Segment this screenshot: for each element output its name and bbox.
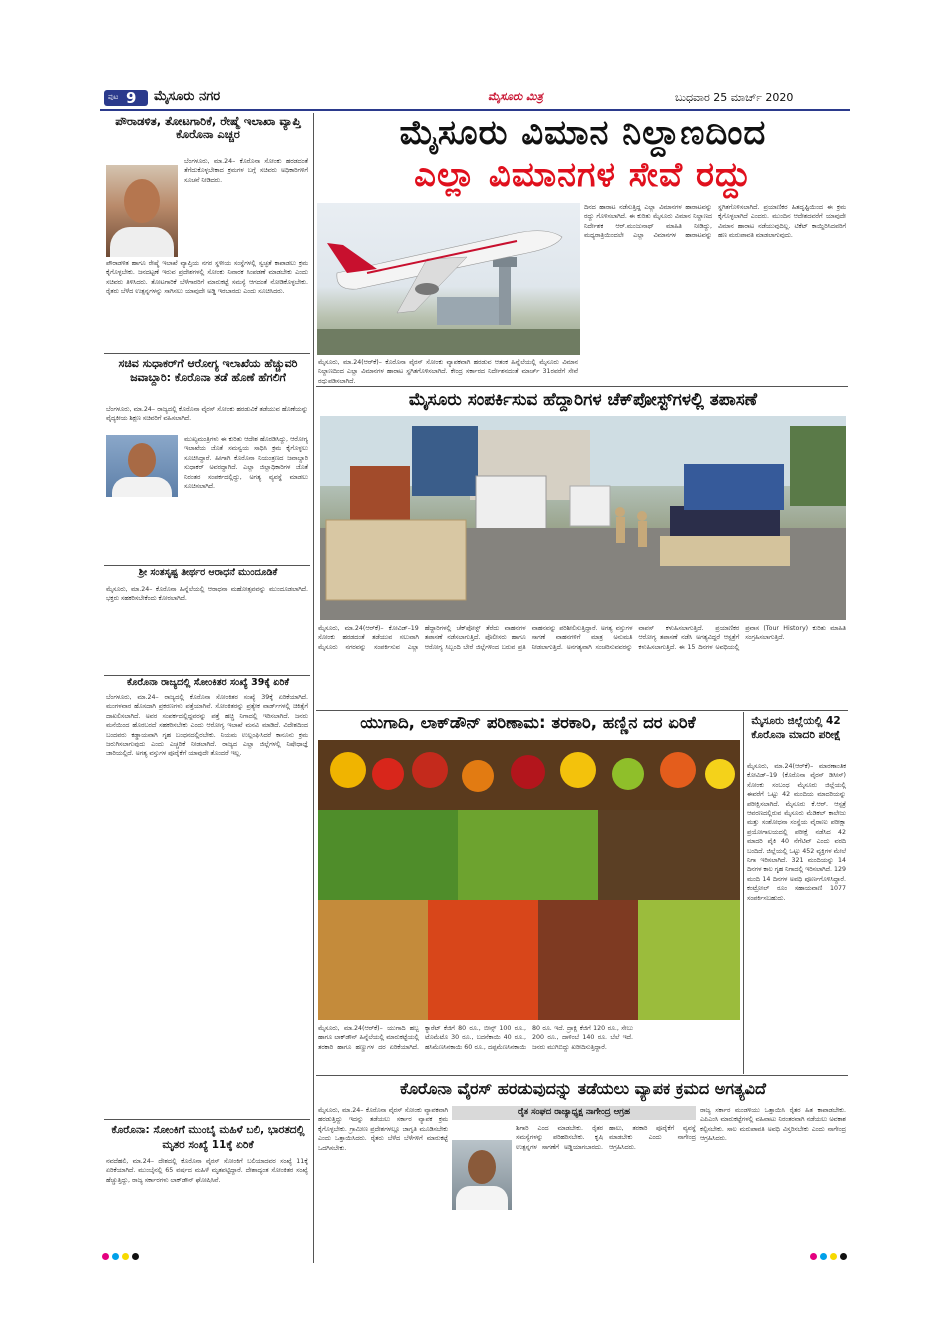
story1-headline: ಪೌರಾಡಳಿತ, ತೋಟಗಾರಿಕೆ, ರೇಷ್ಮೆ ಇಲಾಖಾ ವ್ಯಾಪ್ತಿ ಕೊರೊನಾ ಎಚ್ಚರ	[115, 114, 301, 142]
lead-photo-airplane	[317, 203, 580, 355]
vegetable-market-photo	[318, 740, 740, 1020]
registration-mark-icon	[132, 1253, 139, 1260]
lemon-pile	[560, 752, 596, 788]
divider	[104, 675, 310, 676]
masthead	[100, 88, 850, 108]
airplane-illustration	[317, 203, 580, 355]
page-label: ಪುಟ	[108, 93, 119, 101]
section-name: ಮೈಸೂರು ನಗರ	[154, 89, 221, 104]
divider	[104, 565, 310, 566]
story5-body: ನವದೆಹಲಿ, ಮಾ.24– ದೇಶದಲ್ಲಿ ಕೊರೊನಾ ವೈರಸ್ ಸೋಂಕಿಗೆ ಬಲಿಯಾದವರ ಸಂಖ್ಯೆ 11ಕ್ಕೆ ಏರಿಕೆಯಾಗಿದೆ. ಮುಂಬೈನಲ್ಲಿ 65 ವರ್ಷದ ಮಹಿಳೆ ಮೃತಪಟ್ಟಿದ್ದಾರೆ. ದೇಶಾದ್ಯಂತ ಸೋಂಕಿತರ ಸಂಖ್ಯೆ ಹೆಚ್ಚುತ್ತಿದ್ದು, ರಾಜ್ಯ ಸರ್ಕಾರಗಳು ಲಾಕ್‌ಡೌನ್ ಘೋಷಿಸಿವೆ.	[106, 1158, 308, 1184]
column-rule	[313, 113, 314, 1263]
control-tower	[499, 265, 511, 325]
lead-caption: ಮೈಸೂರು, ಮಾ.24(ಆರ್‌ಕೆ)– ಕೊರೊನಾ ವೈರಸ್ ಸೋಂಕು ವ್ಯಾಪಕವಾಗಿ ಹರಡುವ ಆತಂಕ ಹಿನ್ನೆಲೆಯಲ್ಲಿ ಮೈಸೂರು ವಿಮಾನ ನಿಲ್ದಾಣದಿಂದ ಎಲ್ಲಾ ವಿಮಾನಗಳ ಹಾರಾಟ ಸ್ಥಗಿತಗೊಳಿಸಲಾಗಿದೆ. ಕೇಂದ್ರ ಸರ್ಕಾರದ ನಿರ್ದೇಶನದಂತೆ ಮಾರ್ಚ್ 31ರವರೆಗೆ ಸೇವೆ ರದ್ದುಪಡಿಸಲಾಗಿದೆ.	[318, 359, 578, 384]
barricade-right	[660, 536, 790, 566]
orange-pile	[330, 752, 366, 788]
trees	[790, 426, 846, 506]
registration-mark-icon	[840, 1253, 847, 1260]
apple-pile	[372, 758, 404, 790]
issue-date: ಬುಧವಾರ 25 ಮಾರ್ಚ್ 2020	[675, 91, 794, 104]
bottom-subhead-box	[452, 1106, 696, 1120]
portrait-face-shape	[468, 1150, 496, 1184]
truck-red	[350, 466, 410, 526]
paper-name-logo: ಮೈಸೂರು ಮಿತ್ರ	[488, 90, 543, 103]
story1-portrait	[106, 165, 178, 257]
page-number: 9	[126, 89, 137, 107]
cabbage-crate	[638, 900, 740, 1020]
registration-mark-icon	[830, 1253, 837, 1260]
nagendra-portrait	[452, 1140, 512, 1210]
second-headline: ಮೈಸೂರು ಸಂಪರ್ಕಿಸುವ ಹೆದ್ದಾರಿಗಳ ಚೆಕ್‌ಪೋಸ್ಟ್‌ಗಳಲ್ಲಿ ತಪಾಸಣೆ	[408, 390, 758, 410]
story1-body: ಪೌರಾಡಳಿತ ಹಾಗೂ ರೇಷ್ಮೆ ಇಲಾಖೆ ವ್ಯಾಪ್ತಿಯ ನಗರ ಸ್ಥಳೀಯ ಸಂಸ್ಥೆಗಳಲ್ಲಿ ಸ್ವಚ್ಛತೆ ಕಾಪಾಡಲು ಕ್ರಮ ಕೈಗೊಳ್ಳಬೇಕು. ಜನದಟ್ಟಣೆ ಇರುವ ಪ್ರದೇಶಗಳಲ್ಲಿ ಸೋಂಕು ನಿವಾರಕ ಸಿಂಪಡಣೆ ಮಾಡಬೇಕು ಎಂದು ಸಚಿವರು ತಿಳಿಸಿದರು. ತೋಟಗಾರಿಕೆ ಬೆಳೆಗಾರರಿಗೆ ಮಾರುಕಟ್ಟೆ ಸಮಸ್ಯೆ ಆಗದಂತೆ ನೋಡಿಕೊಳ್ಳಬೇಕು. ರೈತರು ಬೆಳೆದ ಉತ್ಪನ್ನಗಳನ್ನು ಸಾಗಿಸಲು ಯಾವುದೇ ಅಡ್ಡಿ ಇರಬಾರದು ಎಂದು ಸೂಚಿಸಿದರು.	[106, 260, 308, 296]
ground-strip	[317, 329, 580, 355]
story2-headline: ಸಚಿವ ಸುಧಾಕರ್‌ಗೆ ಆರೋಗ್ಯ ಇಲಾಖೆಯ ಹೆಚ್ಚುವರಿ ಜವಾಬ್ದಾರಿ: ಕೊರೊನಾ ತಡೆ ಹೊಣೆ ಹೆಗಲಿಗೆ	[118, 357, 298, 384]
registration-marks-left	[102, 1253, 172, 1261]
ambulance-van-2	[570, 486, 610, 526]
ginger-crate	[318, 900, 428, 1020]
portrait-face-shape	[128, 443, 156, 477]
column-rule	[743, 712, 744, 1074]
registration-mark-icon	[102, 1253, 109, 1260]
portrait-shirt-shape	[110, 227, 174, 257]
registration-mark-icon	[820, 1253, 827, 1260]
apple-pile	[412, 752, 448, 788]
registration-mark-icon	[810, 1253, 817, 1260]
story1-dateline: ಬೆಂಗಳೂರು, ಮಾ.24– ಕೊರೊನಾ ಸೋಂಕು ಹರಡದಂತೆ ತೆಗೆದುಕೊಳ್ಳಬೇಕಾದ ಕ್ರಮಗಳ ಬಗ್ಗೆ ಸಚಿವರು ಅಧಿಕಾರಿಗಳಿಗೆ ಸೂಚನೆ ನೀಡಿದರು.	[184, 158, 308, 184]
registration-mark-icon	[112, 1253, 119, 1260]
truck-container	[412, 426, 478, 496]
airplane-engine	[415, 283, 439, 295]
sidebar-headline: ಮೈಸೂರು ಜಿಲ್ಲೆಯಲ್ಲಿ 42 ಕೊರೊನಾ ಮಾದರಿ ಪರೀಕ್ಷೆ	[751, 715, 841, 741]
carrot-crate	[428, 900, 538, 1020]
chilli-crate	[458, 810, 598, 900]
guava-pile	[612, 758, 644, 790]
second-body: ಮೈಸೂರು, ಮಾ.24(ಆರ್‌ಕೆ)– ಕೋವಿಡ್–19 ಸೋಂಕು ಹರಡದಂತೆ ತಡೆಯುವ ಸಲುವಾಗಿ ಮೈಸೂರು ನಗರವನ್ನು ಸಂಪರ್ಕಿಸುವ ಎಲ್ಲಾ ಹೆದ್ದಾರಿಗಳಲ್ಲಿ ಚೆಕ್‌ಪೋಸ್ಟ್ ತೆರೆದು ವಾಹನಗಳ ತಪಾಸಣೆ ನಡೆಸಲಾಗುತ್ತಿದೆ. ಪೊಲೀಸರು ಹಾಗೂ ಆರೋಗ್ಯ ಸಿಬ್ಬಂದಿ ಬೇರೆ ಜಿಲ್ಲೆಗಳಿಂದ ಬರುವ ಪ್ರತಿ ವಾಹನವನ್ನು ಪರಿಶೀಲಿಸುತ್ತಿದ್ದಾರೆ. ಅಗತ್ಯ ವಸ್ತುಗಳ ಸಾಗಣೆ ವಾಹನಗಳಿಗೆ ಮಾತ್ರ ಅನುಮತಿ ನೀಡಲಾಗುತ್ತಿದೆ. ಅನಗತ್ಯವಾಗಿ ಸಂಚರಿಸುವವರನ್ನು ವಾಪಸ್ ಕಳುಹಿಸಲಾಗುತ್ತಿದೆ. ಪ್ರಯಾಣಿಕರ ಆರೋಗ್ಯ ತಪಾಸಣೆ ನಡೆಸಿ ಅಗತ್ಯವಿದ್ದರೆ ಆಸ್ಪತ್ರೆಗೆ ಕಳುಹಿಸಲಾಗುತ್ತಿದೆ. ಈ 15 ದಿನಗಳ ಅವಧಿಯಲ್ಲಿ ಪ್ರವಾಸ (Tour History) ಕುರಿತು ಮಾಹಿತಿ ಸಂಗ್ರಹಿಸಲಾಗುತ್ತಿದೆ.	[318, 625, 846, 651]
police-officer-body	[638, 521, 647, 547]
orange-pile	[660, 752, 696, 788]
green-beans-crate	[318, 810, 458, 900]
divider	[316, 710, 848, 711]
bottom-headline: ಕೊರೊನಾ ವೈರಸ್ ಹರಡುವುದನ್ನು ತಡೆಯಲು ವ್ಯಾಪಕ ಕ್ರಮದ ಅಗತ್ಯವಿದೆ	[400, 1079, 766, 1098]
story2-body: ಮುಖ್ಯಮಂತ್ರಿಗಳು ಈ ಕುರಿತು ಆದೇಶ ಹೊರಡಿಸಿದ್ದು, ಆರೋಗ್ಯ ಇಲಾಖೆಯ ಜೊತೆ ಸಮನ್ವಯ ಸಾಧಿಸಿ ಕ್ರಮ ಕೈಗೊಳ್ಳಲು ಸೂಚಿಸಿದ್ದಾರೆ. ಹೀಗಾಗಿ ಕೊರೊನಾ ನಿಯಂತ್ರಣದ ಜವಾಬ್ದಾರಿ ಸುಧಾಕರ್ ಅವರದ್ದಾಗಿದೆ. ಎಲ್ಲಾ ಜಿಲ್ಲಾಧಿಕಾರಿಗಳ ಜೊತೆ ನಿರಂತರ ಸಂಪರ್ಕದಲ್ಲಿದ್ದು, ಅಗತ್ಯ ವ್ಯವಸ್ಥೆ ಮಾಡಲು ಸೂಚಿಸಲಾಗಿದೆ.	[184, 436, 308, 491]
banana-pile	[705, 759, 735, 789]
bottom-subhead: ರೈತ ಸಂಘದ ರಾಜ್ಯಾಧ್ಯಕ್ಷ ನಾಗೇಂದ್ರ ಆಗ್ರಹ	[517, 1107, 631, 1117]
divider	[316, 386, 848, 387]
story4-body: ಬೆಂಗಳೂರು, ಮಾ.24– ರಾಜ್ಯದಲ್ಲಿ ಕೊರೊನಾ ಸೋಂಕಿತರ ಸಂಖ್ಯೆ 39ಕ್ಕೆ ಏರಿಕೆಯಾಗಿದೆ. ಮಂಗಳವಾರ ಹೊಸದಾಗಿ ಪ್ರಕರಣಗಳು ಪತ್ತೆಯಾಗಿವೆ. ಸೋಂಕಿತರನ್ನು ಪ್ರತ್ಯೇಕ ವಾರ್ಡ್‌ಗಳಲ್ಲಿ ಚಿಕಿತ್ಸೆಗೆ ದಾಖಲಿಸಲಾಗಿದೆ. ಅವರ ಸಂಪರ್ಕದಲ್ಲಿದ್ದವರನ್ನು ಪತ್ತೆ ಹಚ್ಚಿ ನಿಗಾದಲ್ಲಿ ಇರಿಸಲಾಗಿದೆ. ಜನರು ಮನೆಯಿಂದ ಹೊರಬರದೆ ಸಹಕರಿಸಬೇಕು ಎಂದು ಆರೋಗ್ಯ ಇಲಾಖೆ ಮನವಿ ಮಾಡಿದೆ. ವಿದೇಶದಿಂದ ಬಂದವರು ಕಡ್ಡಾಯವಾಗಿ ಗೃಹ ಬಂಧನದಲ್ಲಿರಬೇಕು. ನಿಯಮ ಉಲ್ಲಂಘಿಸಿದರೆ ಕಾನೂನು ಕ್ರಮ ಜರುಗಿಸಲಾಗುವುದು ಎಂದು ಎಚ್ಚರಿಕೆ ನೀಡಲಾಗಿದೆ. ರಾಜ್ಯದ ಎಲ್ಲಾ ಜಿಲ್ಲೆಗಳಲ್ಲಿ ನಿಷೇಧಾಜ್ಞೆ ಜಾರಿಯಲ್ಲಿದೆ. ಅಗತ್ಯ ವಸ್ತುಗಳ ಪೂರೈಕೆಗೆ ಯಾವುದೇ ತೊಂದರೆ ಇಲ್ಲ.	[106, 694, 308, 758]
sweet-potato-crate	[538, 900, 638, 1020]
orange-pile	[462, 760, 494, 792]
story3-headline: ಶ್ರೀ ಸಂತಸೃಷ್ಟ ತೀರ್ಥರ ಆರಾಧನೆ ಮುಂದೂಡಿಕೆ	[138, 567, 278, 578]
divider	[316, 1075, 848, 1076]
story2-portrait	[106, 435, 178, 497]
barricade-left	[326, 520, 466, 600]
lead-headline-line2: ಎಲ್ಲಾ ವಿಮಾನಗಳ ಸೇವೆ ರದ್ದು	[414, 155, 752, 195]
story3-body: ಮೈಸೂರು, ಮಾ.24– ಕೊರೊನಾ ಹಿನ್ನೆಲೆಯಲ್ಲಿ ಆರಾಧನಾ ಮಹೋತ್ಸವವನ್ನು ಮುಂದೂಡಲಾಗಿದೆ. ಭಕ್ತರು ಸಹಕರಿಸಬೇಕೆಂದು ಕೋರಲಾಗಿದೆ.	[106, 586, 308, 603]
third-headline: ಯುಗಾದಿ, ಲಾಕ್‌ಡೌನ್ ಪರಿಣಾಮ: ತರಕಾರಿ, ಹಣ್ಣಿನ ದರ ಏರಿಕೆ	[360, 713, 696, 732]
portrait-shirt-shape	[456, 1186, 508, 1210]
police-officer-body	[616, 517, 625, 543]
bottom-body-left: ಮೈಸೂರು, ಮಾ.24– ಕೊರೊನಾ ವೈರಸ್ ಸೋಂಕು ವ್ಯಾಪಕವಾಗಿ ಹರಡುತ್ತಿದ್ದು ಇದನ್ನು ತಡೆಯಲು ಸರ್ಕಾರ ವ್ಯಾಪಕ ಕ್ರಮ ಕೈಗೊಳ್ಳಬೇಕು. ಗ್ರಾಮೀಣ ಪ್ರದೇಶಗಳಲ್ಲೂ ಜಾಗೃತಿ ಮೂಡಿಸಬೇಕು ಎಂದು ಒತ್ತಾಯಿಸಿದರು. ರೈತರು ಬೆಳೆದ ಬೆಳೆಗಳಿಗೆ ಮಾರುಕಟ್ಟೆ ಒದಗಿಸಬೇಕು.	[318, 1107, 448, 1152]
police-officer	[637, 511, 647, 521]
tent-canopy	[684, 464, 784, 510]
portrait-shirt-shape	[112, 477, 172, 497]
checkpost-scene-illustration	[320, 416, 846, 620]
terminal-building	[437, 297, 507, 325]
divider	[104, 1119, 310, 1120]
masthead-rule	[100, 109, 850, 111]
story5-headline: ಕೊರೊನಾ: ಸೋಂಕಿಗೆ ಮುಂಬೈ ಮಹಿಳೆ ಬಲಿ, ಭಾರತದಲ್ಲಿ ಮೃತರ ಸಂಖ್ಯೆ 11ಕ್ಕೆ ಏರಿಕೆ	[111, 1124, 305, 1151]
potato-crate	[598, 810, 740, 900]
story4-headline: ಕೊರೊನಾ ರಾಜ್ಯದಲ್ಲಿ ಸೋಂಕಿತರ ಸಂಖ್ಯೆ 39ಕ್ಕೆ ಏರಿಕೆ	[126, 677, 290, 688]
pomegranate-pile	[511, 755, 545, 789]
portrait-face-shape	[124, 179, 160, 223]
bottom-body-right: ರಾಜ್ಯ ಸರ್ಕಾರ ಮಂಡಳಿಯು ಒತ್ತಾಯಿಸಿ ರೈತರ ಹಿತ ಕಾಪಾಡಬೇಕು. ಎಪಿಎಂಸಿ ಮಾರುಕಟ್ಟೆಗಳಲ್ಲಿ ವಹಿವಾಟು ನಿರಂತರವಾಗಿ ನಡೆಯಲು ಅವಕಾಶ ಕಲ್ಪಿಸಬೇಕು. ಸಾಲ ಮರುಪಾವತಿ ಅವಧಿ ವಿಸ್ತರಿಸಬೇಕು ಎಂದು ನಾಗೇಂದ್ರ ಆಗ್ರಹಿಸಿದರು.	[700, 1107, 846, 1143]
story2-dateline: ಬೆಂಗಳೂರು, ಮಾ.24– ರಾಜ್ಯದಲ್ಲಿ ಕೊರೊನಾ ವೈರಸ್ ಸೋಂಕು ಹರಡುವಿಕೆ ತಡೆಯುವ ಹೊಣೆಯನ್ನು ವೈದ್ಯಕೀಯ ಶಿಕ್ಷಣ ಸಚಿವರಿಗೆ ವಹಿಸಲಾಗಿದೆ.	[106, 406, 308, 423]
left-column	[104, 113, 310, 1263]
vegetable-stall-illustration	[318, 740, 740, 1020]
ambulance-van	[476, 476, 546, 530]
airplane-tail	[327, 243, 377, 273]
lead-body: ದಿನದ ಹಾರಾಟ ನಡೆಸುತ್ತಿದ್ದ ಎಲ್ಲಾ ವಿಮಾನಗಳ ಹಾರಾಟವನ್ನು ರದ್ದು ಗೊಳಿಸಲಾಗಿದೆ. ಈ ಕುರಿತು ಮೈಸೂರು ವಿಮಾನ ನಿಲ್ದಾಣದ ನಿರ್ದೇಶಕ ಆರ್.ಮಂಜುನಾಥ್ ಮಾಹಿತಿ ನೀಡಿದ್ದು, ಮಧ್ಯರಾತ್ರಿಯಿಂದಲೇ ಎಲ್ಲಾ ವಿಮಾನಗಳ ಹಾರಾಟವನ್ನು ಸ್ಥಗಿತಗೊಳಿಸಲಾಗಿದೆ. ಪ್ರಯಾಣಿಕರ ಹಿತದೃಷ್ಟಿಯಿಂದ ಈ ಕ್ರಮ ಕೈಗೊಳ್ಳಲಾಗಿದೆ ಎಂದರು. ಮುಂದಿನ ಆದೇಶದವರೆಗೆ ಯಾವುದೇ ವಿಮಾನ ಹಾರಾಟ ನಡೆಯುವುದಿಲ್ಲ. ಟಿಕೆಟ್ ಕಾಯ್ದಿರಿಸಿದವರಿಗೆ ಹಣ ಮರುಪಾವತಿ ಮಾಡಲಾಗುವುದು.	[584, 204, 846, 240]
lead-headline-line1: ಮೈಸೂರು ವಿಮಾನ ನಿಲ್ದಾಣದಿಂದ	[399, 113, 767, 153]
registration-marks-right	[810, 1253, 850, 1261]
police-officer	[615, 507, 625, 517]
page-number-badge	[104, 90, 148, 106]
checkpost-photo	[320, 416, 846, 620]
third-body: ಮೈಸೂರು, ಮಾ.24(ಆರ್‌ಕೆ)– ಯುಗಾದಿ ಹಬ್ಬ ಹಾಗೂ ಲಾಕ್‌ಡೌನ್ ಹಿನ್ನೆಲೆಯಲ್ಲಿ ಮಾರುಕಟ್ಟೆಯಲ್ಲಿ ತರಕಾರಿ ಹಾಗೂ ಹಣ್ಣುಗಳ ದರ ಏರಿಕೆಯಾಗಿದೆ. ಕ್ಯಾರೆಟ್ ಕೆಜಿಗೆ 80 ರೂ., ಬೀನ್ಸ್ 100 ರೂ., ಟೊಮೆಟೊ 30 ರೂ., ಬದನೆಕಾಯಿ 40 ರೂ., ಹಸಿಮೆಣಸಿನಕಾಯಿ 60 ರೂ., ದಪ್ಪಮೆಣಸಿನಕಾಯಿ 80 ರೂ. ಇದೆ. ದ್ರಾಕ್ಷಿ ಕೆಜಿಗೆ 120 ರೂ., ಸೇಬು 200 ರೂ., ದಾಳಿಂಬೆ 140 ರೂ. ಬೆಲೆ ಇದೆ. ಜನರು ಮುಗಿಬಿದ್ದು ಖರೀದಿಸುತ್ತಿದ್ದಾರೆ.	[318, 1025, 633, 1051]
registration-mark-icon	[122, 1253, 129, 1260]
sidebar-body: ಮೈಸೂರು, ಮಾ.24(ಆರ್‌ಕೆ)– ಮಾರಣಾಂತಿಕ ಕೋವಿಡ್–19 (ಕೊರೊನಾ ವೈರಸ್ ಡಿಸೀಸ್) ಸೋಂಕು ಸಂಬಂಧ ಮೈಸೂರು ಜಿಲ್ಲೆಯಲ್ಲಿ ಈವರೆಗೆ ಒಟ್ಟು 42 ಮಂದಿಯ ಮಾದರಿಯನ್ನು ಪರೀಕ್ಷಿಸಲಾಗಿದೆ. ಮೈಸೂರು ಕೆ.ಆರ್. ಆಸ್ಪತ್ರೆ ಆವರಣದಲ್ಲಿರುವ ಮೈಸೂರು ಮೆಡಿಕಲ್ ಕಾಲೇಜು ಮತ್ತು ಸಂಶೋಧನಾ ಸಂಸ್ಥೆಯ ವೈರಾಣು ಪರೀಕ್ಷಾ ಪ್ರಯೋಗಾಲಯದಲ್ಲಿ ಪರೀಕ್ಷೆ ನಡೆಸಿದ 42 ಮಾದರಿ ಪೈಕಿ 40 ನೆಗೆಟಿವ್ ಎಂದು ವರದಿ ಬಂದಿದೆ. ಜಿಲ್ಲೆಯಲ್ಲಿ ಒಟ್ಟು 452 ವ್ಯಕ್ತಿಗಳ ಮೇಲೆ ನಿಗಾ ಇರಿಸಲಾಗಿದೆ. 321 ಮಂದಿಯನ್ನು 14 ದಿನಗಳ ಕಾಲ ಗೃಹ ನಿಗಾದಲ್ಲಿ ಇರಿಸಲಾಗಿದೆ. 129 ಮಂದಿ 14 ದಿನಗಳ ಅವಧಿ ಪೂರ್ಣಗೊಳಿಸಿದ್ದಾರೆ. ಕಂಟ್ರೋಲ್ ರೂಂ ಸಹಾಯವಾಣಿ 1077 ಸಂಪರ್ಕಿಸಬಹುದು.	[747, 763, 846, 902]
divider	[104, 353, 310, 354]
bottom-body-mid: ಶಿಗಾರಿ ಎಂದ ಮಾಡಬೇಕು. ರೈತರ ಸಮಸ್ಯೆಗಳನ್ನು ಪರಿಹರಿಸಬೇಕು. ಕೃಷಿ ಉತ್ಪನ್ನಗಳ ಸಾಗಣೆಗೆ ಅಡ್ಡಿಯಾಗಬಾರದು. ಹಾಲು, ತರಕಾರಿ ಪೂರೈಕೆಗೆ ವ್ಯವಸ್ಥೆ ಮಾಡಬೇಕು ಎಂದು ನಾಗೇಂದ್ರ ಆಗ್ರಹಿಸಿದರು.	[516, 1125, 696, 1151]
